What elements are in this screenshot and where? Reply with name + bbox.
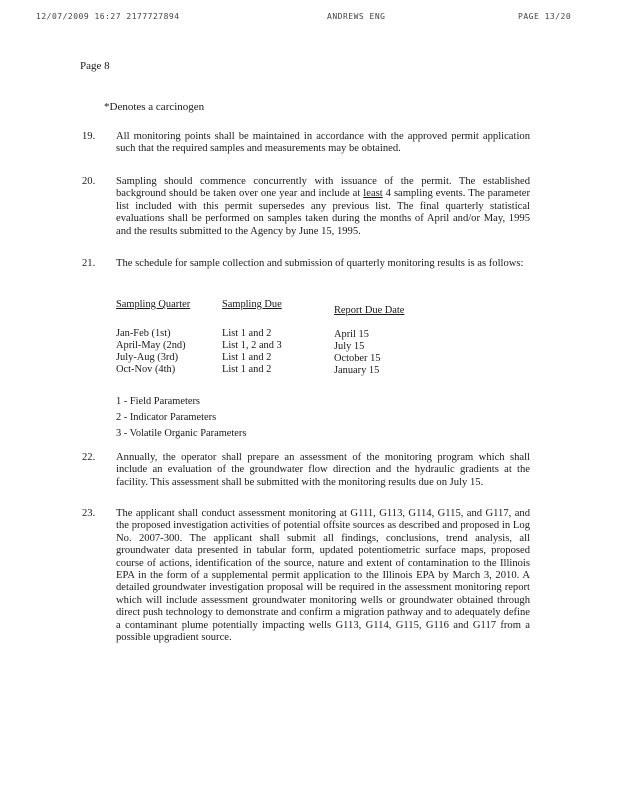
item-text-part: 4 sampling events. The parameter list included with this permit supersedes any previous list. The final quarterly statistical evaluations shall be performed on samples taken during the months of April and/or May, 1995 and the results submitted to the Agency by June 15, 1995. bbox=[116, 188, 530, 237]
legend-item: 2 - Indicator Parameters bbox=[116, 412, 217, 423]
table-column-sampling-due bbox=[222, 299, 282, 376]
table-cell: January 15 bbox=[334, 365, 380, 376]
table-header: Sampling Due bbox=[222, 299, 282, 310]
item-text: All monitoring points shall be maintained in accordance with the approved permit application such that the required samples and measurements may be obtained. bbox=[116, 131, 530, 155]
carcinogen-note: *Denotes a carcinogen bbox=[104, 101, 205, 113]
table-cell: List 1 and 2 bbox=[222, 352, 272, 363]
item-number: 20. bbox=[82, 176, 96, 187]
table-column-quarter bbox=[116, 299, 190, 376]
fax-header-left: 12/07/2009 16:27 2177727894 bbox=[36, 12, 180, 21]
table-cell: April-May (2nd) bbox=[116, 340, 186, 351]
table-cell: April 15 bbox=[334, 329, 369, 340]
table-cell: List 1 and 2 bbox=[222, 364, 272, 375]
item-number: 22. bbox=[82, 452, 96, 463]
table-header: Sampling Quarter bbox=[116, 299, 191, 310]
fax-header-center: ANDREWS ENG bbox=[327, 12, 386, 21]
table-cell: Oct-Nov (4th) bbox=[116, 364, 176, 375]
table-cell: Jan-Feb (1st) bbox=[116, 328, 171, 339]
parameter-legend bbox=[116, 394, 246, 442]
table-cell: July 15 bbox=[334, 341, 365, 352]
item-text: Annually, the operator shall prepare an assessment of the monitoring program which shall include an evaluation of the groundwater flow direction and the hydraulic gradients at the facility. This assessment shall be submitted with the monitoring results due on July 15. bbox=[116, 452, 530, 488]
table-header: Report Due Date bbox=[334, 305, 405, 316]
item-text bbox=[116, 176, 530, 238]
underlined-word: least bbox=[363, 188, 383, 200]
item-number: 19. bbox=[82, 131, 96, 142]
item-text: The applicant shall conduct assessment monitoring at G111, G113, G114, G115, and G117, and the proposed investigation activities of potential offsite sources as described and proposed in Log No. 2007-300. The applicant shall submit all findings, conclusions, trend analysis, all groundwater data presented in tabular form, updated potentiometric surface maps, proposed course of actions, identification of the source, nature and extent of contamination to the Illinois EPA in the form of a supplemental permit application to the Illinois EPA by March 3, 2010. A detailed groundwater investigation proposal will be required in the assessment monitoring report which will include assessment groundwater monitoring wells or groundwater obtained through direct push technology to demonstrate and confirm a migration pathway and to adequately define a contaminant plume potentially impacting wells G113, G114, G115, G116 and G117 from a possible upgradient source. bbox=[116, 508, 530, 644]
table-cell: July-Aug (3rd) bbox=[116, 352, 179, 363]
item-number: 21. bbox=[82, 258, 96, 269]
legend-item: 1 - Field Parameters bbox=[116, 396, 200, 407]
item-text-part: Sampling should commence concurrently with issuance of the permit. The established background should be taken over one year and include at bbox=[116, 176, 530, 200]
item-text: The schedule for sample collection and submission of quarterly monitoring results is as follows: bbox=[116, 258, 524, 269]
fax-header-right: PAGE 13/20 bbox=[518, 12, 572, 21]
item-number: 23. bbox=[82, 508, 96, 519]
table-column-report-due bbox=[334, 305, 404, 377]
table-cell: List 1 and 2 bbox=[222, 328, 272, 339]
table-cell: October 15 bbox=[334, 353, 381, 364]
legend-item: 3 - Volatile Organic Parameters bbox=[116, 428, 247, 439]
page-label: Page 8 bbox=[80, 60, 110, 72]
table-cell: List 1, 2 and 3 bbox=[222, 340, 282, 351]
